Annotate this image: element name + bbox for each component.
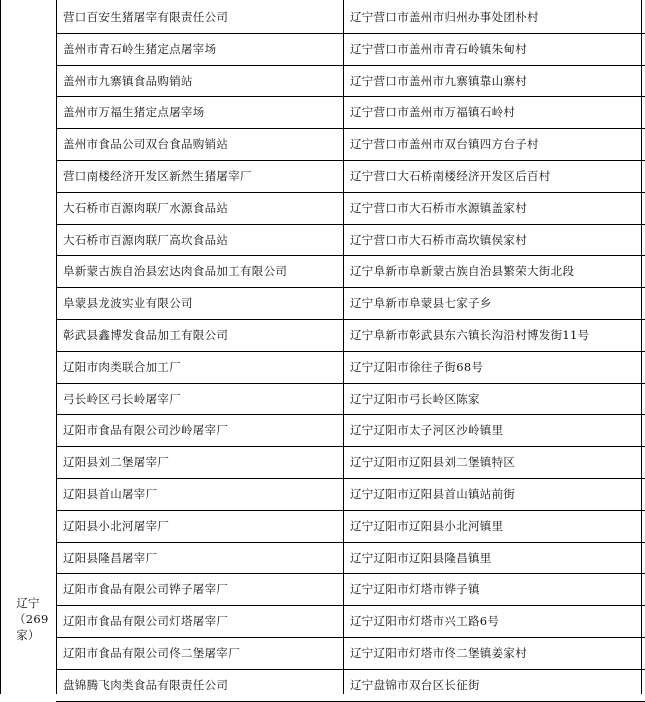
row-separator xyxy=(56,287,645,288)
company-name-cell: 盖州市万福生猪定点屠宰场 xyxy=(63,105,205,119)
company-name-cell: 辽阳县小北河屠宰厂 xyxy=(63,519,170,533)
row-separator xyxy=(56,33,645,34)
row-separator xyxy=(56,478,645,479)
address-cell: 辽宁阜新市阜蒙县七家子乡 xyxy=(350,296,492,310)
address-cell: 辽宁营口市盖州市归州办事处团朴村 xyxy=(350,10,539,24)
company-name-cell: 阜蒙县龙波实业有限公司 xyxy=(63,296,193,310)
company-name-cell: 营口百安生猪屠宰有限责任公司 xyxy=(63,10,229,24)
row-separator xyxy=(56,446,645,447)
company-name-cell: 辽阳市肉类联合加工厂 xyxy=(63,360,181,374)
province-cell xyxy=(14,595,49,643)
company-name-cell: 辽阳市食品有限公司铧子屠宰厂 xyxy=(63,582,229,596)
company-name-cell: 辽阳市食品有限公司沙岭屠宰厂 xyxy=(63,423,229,437)
row-separator xyxy=(56,637,645,638)
row-separator xyxy=(56,414,645,415)
company-name-cell: 阜新蒙古族自治县宏达肉食品加工有限公司 xyxy=(63,264,288,278)
row-separator xyxy=(56,96,645,97)
address-cell: 辽宁阜新市彰武县东六镇长沟沿村博发街11号 xyxy=(350,328,590,342)
row-separator xyxy=(56,573,645,574)
column-divider xyxy=(56,0,57,694)
address-cell: 辽宁辽阳市辽阳县隆昌镇里 xyxy=(350,551,492,565)
table-border-right xyxy=(641,0,642,694)
row-separator xyxy=(56,224,645,225)
row-separator xyxy=(56,128,645,129)
company-name-cell: 盘锦腾飞肉类食品有限责任公司 xyxy=(63,678,229,692)
address-cell: 辽宁营口大石桥南楼经济开发区后百村 xyxy=(350,169,551,183)
company-name-cell: 盖州市青石岭生猪定点屠宰场 xyxy=(63,42,217,56)
address-cell: 辽宁辽阳市辽阳县刘二堡镇特区 xyxy=(350,455,516,469)
company-name-cell: 辽阳县首山屠宰厂 xyxy=(63,487,158,501)
row-separator xyxy=(56,542,645,543)
address-cell: 辽宁辽阳市辽阳县首山镇站前街 xyxy=(350,487,516,501)
column-divider xyxy=(343,0,344,694)
address-cell: 辽宁辽阳市太子河区沙岭镇里 xyxy=(350,423,504,437)
province-count: （269家） xyxy=(14,612,49,642)
row-separator xyxy=(56,319,645,320)
address-cell: 辽宁阜新市阜新蒙古族自治县繁荣大街北段 xyxy=(350,264,575,278)
row-separator xyxy=(56,160,645,161)
address-cell: 辽宁辽阳市灯塔市佟二堡镇姜家村 xyxy=(350,646,527,660)
address-cell: 辽宁辽阳市灯塔市兴工路6号 xyxy=(350,614,500,628)
address-cell: 辽宁营口市大石桥市高坎镇侯家村 xyxy=(350,233,527,247)
row-separator xyxy=(56,255,645,256)
row-separator xyxy=(56,351,645,352)
table-border-left xyxy=(0,0,1,694)
address-cell: 辽宁营口市盖州市九寨镇靠山寨村 xyxy=(350,74,527,88)
company-name-cell: 营口南楼经济开发区新然生猪屠宰厂 xyxy=(63,169,252,183)
address-cell: 辽宁营口市盖州市青石岭镇朱甸村 xyxy=(350,42,527,56)
company-name-cell: 辽阳市食品有限公司灯塔屠宰厂 xyxy=(63,614,229,628)
company-name-cell: 彰武县鑫博发食品加工有限公司 xyxy=(63,328,229,342)
company-name-cell: 盖州市食品公司双台食品购销站 xyxy=(63,137,229,151)
row-separator xyxy=(56,65,645,66)
address-cell: 辽宁盘锦市双台区长征街 xyxy=(350,678,480,692)
address-cell: 辽宁辽阳市灯塔市铧子镇 xyxy=(350,582,480,596)
company-name-cell: 辽阳县隆昌屠宰厂 xyxy=(63,551,158,565)
row-separator xyxy=(56,192,645,193)
row-separator xyxy=(56,605,645,606)
address-cell: 辽宁辽阳市徐往子街68号 xyxy=(350,360,484,374)
address-cell: 辽宁营口市盖州市双台镇四方台子村 xyxy=(350,137,539,151)
company-name-cell: 辽阳县刘二堡屠宰厂 xyxy=(63,455,170,469)
row-separator xyxy=(56,510,645,511)
company-name-cell: 盖州市九寨镇食品购销站 xyxy=(63,74,193,88)
address-cell: 辽宁辽阳市弓长岭区陈家 xyxy=(350,392,480,406)
address-cell: 辽宁营口市大石桥市水源镇盖家村 xyxy=(350,201,527,215)
province-name: 辽宁 xyxy=(16,596,40,610)
company-name-cell: 大石桥市百源肉联厂水源食品站 xyxy=(63,201,229,215)
address-cell: 辽宁辽阳市辽阳县小北河镇里 xyxy=(350,519,504,533)
company-name-cell: 弓长岭区弓长岭屠宰厂 xyxy=(63,392,181,406)
company-name-cell: 大石桥市百源肉联厂高坎食品站 xyxy=(63,233,229,247)
row-separator xyxy=(56,669,645,670)
address-cell: 辽宁营口市盖州市万福镇石岭村 xyxy=(350,105,516,119)
row-separator xyxy=(56,383,645,384)
company-name-cell: 辽阳市食品有限公司佟二堡屠宰厂 xyxy=(63,646,240,660)
